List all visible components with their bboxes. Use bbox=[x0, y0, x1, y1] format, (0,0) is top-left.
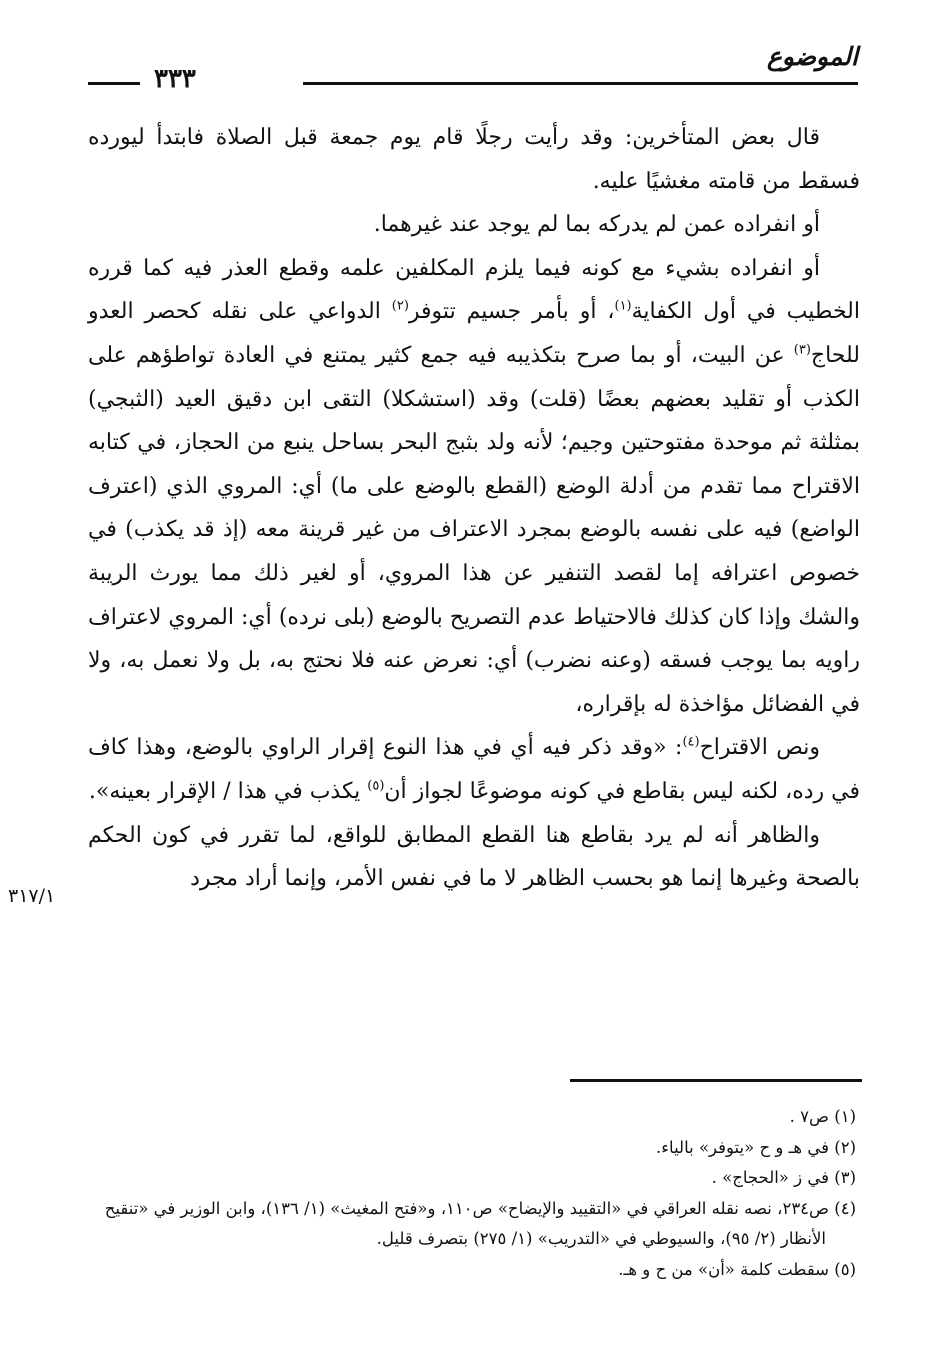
page-header bbox=[88, 40, 858, 94]
text-run: ، أو بأمر جسيم تتوفر bbox=[408, 299, 615, 325]
footnote-ref-1[interactable]: (١) bbox=[614, 299, 632, 315]
text-run: يكذب في هذا / الإقرار بعينه». bbox=[88, 778, 368, 804]
text-run: الدواعي على نقله كحصر العدو للحاج bbox=[88, 299, 860, 368]
footnote-ref-2[interactable]: (٢) bbox=[391, 299, 409, 315]
footnote: (٤) ص٢٣٤، نصه نقله العراقي في «التقييد والإيضاح» ص١١٠، و«فتح المغيث» (١/ ١٣٦)، وابن الوزير في «تنقيح الأنظار (٢/ ٩٥)، والسيوطي في «التدريب» (١/ ٢٧٥) بتصرف قليل. bbox=[104, 1198, 856, 1248]
paragraph-5: والظاهر أنه لم يرد بقاطع هنا القطع المطابق للواقع، لما تقرر في كون الحكم بالصحة وغيرها إنما هو بحسب الظاهر لا ما في نفس الأمر، وإنما أراد مجرد bbox=[88, 822, 860, 892]
header-rule bbox=[303, 82, 858, 85]
footnote: (١) ص٧ . bbox=[789, 1107, 856, 1126]
footnote: (٥) سقطت كلمة «أن» من ح و هـ. bbox=[618, 1259, 856, 1279]
main-text bbox=[88, 116, 860, 901]
text-run: ونص الاقتراح bbox=[699, 735, 820, 761]
paragraph-4 bbox=[88, 726, 860, 813]
manuscript-folio-marker: ٣١٧/١ bbox=[8, 885, 56, 907]
paragraph-2: أو انفراده عمن لم يدركه بما لم يوجد عند غيرهما. bbox=[373, 212, 820, 238]
running-title: الموضوع bbox=[767, 42, 858, 71]
footnote-ref-5[interactable]: (٥) bbox=[367, 778, 385, 794]
text-run: أو انفراده بشيء مع كونه فيما يلزم المكلفين علمه وقطع العذر فيه كما قرره الخطيب في أول الكفاية bbox=[88, 255, 860, 325]
footnote-separator bbox=[570, 1079, 862, 1082]
footnote: (٣) في ز «الحجاج» . bbox=[711, 1168, 856, 1187]
footnote: (٢) في هـ و ح «يتوفر» بالياء. bbox=[656, 1137, 856, 1157]
footnote-ref-3[interactable]: (٣) bbox=[793, 342, 811, 358]
footnote-ref-4[interactable]: (٤) bbox=[682, 734, 700, 750]
text-run: : «وقد ذكر فيه أي في هذا النوع إقرار الراوي بالوضع، وهذا كاف في رده، لكنه ليس بقاطع في كونه موضوعًا لجواز أن bbox=[88, 735, 860, 804]
header-rule-short bbox=[88, 82, 140, 85]
page-number: ٣٣٣ bbox=[154, 64, 196, 94]
footnotes bbox=[88, 1102, 856, 1285]
text-run: عن البيت، أو بما صرح بتكذيبه فيه جمع كثير يمتنع في العادة تواطؤهم على الكذب أو تقليد بعضهم بعضًا (قلت) وقد (استشكلا) التقى ابن دقيق العيد (الثبجي) بمثلثة ثم موحدة مفتوحتين وجيم؛ لأنه ولد بثبج البحر بساحل ينبع من الحجاز، في كتابه الاقتراح مما تقدم من أدلة الوضع (القطع بالوضع على ما) أي: المروي الذي (اعترف الواضع) فيه على نفسه بالوضع بمجرد الاعتراف من غير قرينة معه (إذ قد يكذب) في خصوص اعترافه إما لقصد التنفير عن هذا المروي، أو لغير ذلك مما يورث الريبة والشك وإذا كان كذلك فالاحتياط عدم التصريح بالوضع (بلى نرده) أي: المروي لاعتراف راويه بما يوجب فسقه (وعنه نضرب) أي: نعرض عنه فلا نحتج به، بل ولا نعمل به، ولا في الفضائل مؤاخذة له بإقراره، bbox=[88, 342, 860, 717]
paragraph-3 bbox=[88, 247, 860, 727]
paragraph-1: قال بعض المتأخرين: وقد رأيت رجلًا قام يوم جمعة قبل الصلاة فابتدأ ليورده فسقط من قامته مغشيًا عليه. bbox=[88, 125, 860, 194]
